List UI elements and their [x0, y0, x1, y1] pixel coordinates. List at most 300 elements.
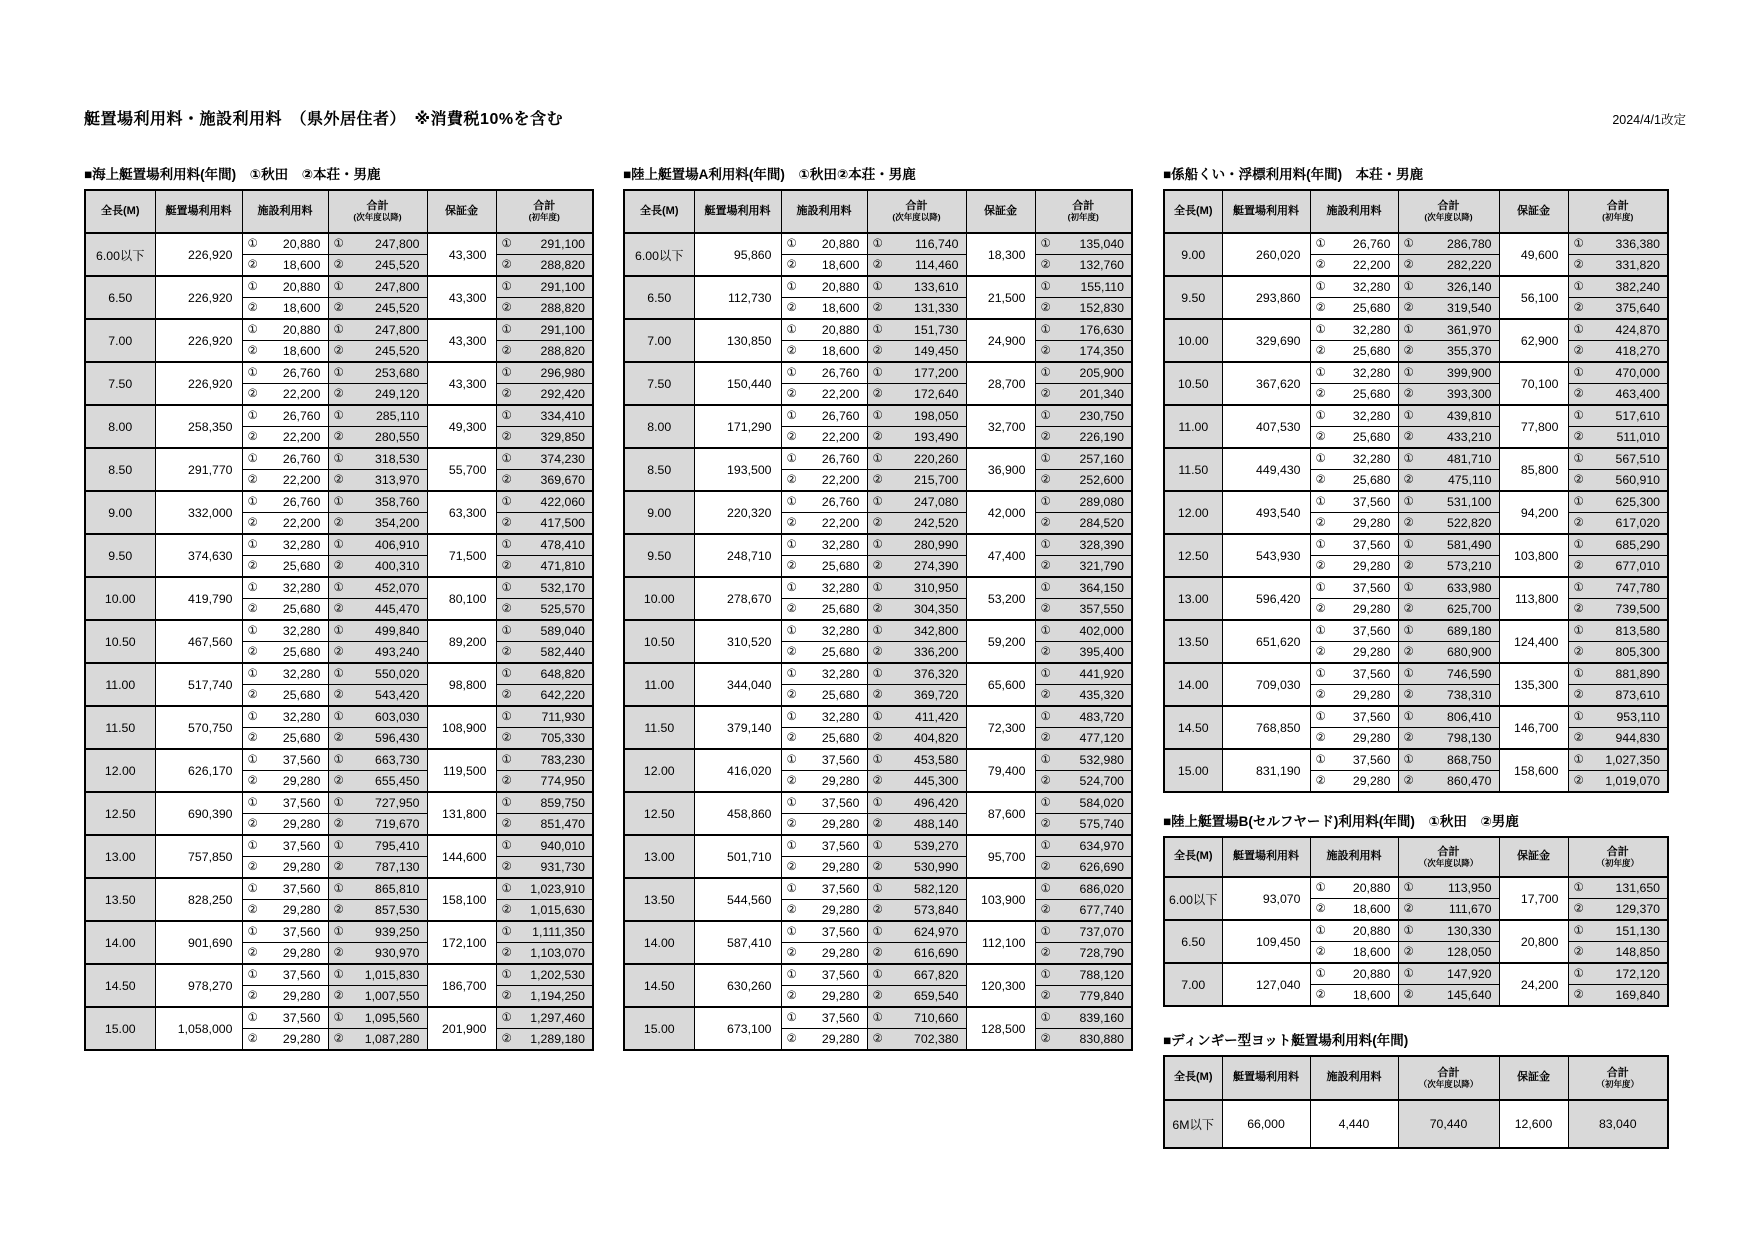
- facility-fee-cell-2: [1310, 556, 1398, 578]
- fee-value: 445,300: [914, 774, 959, 788]
- length-cell: 14.00: [85, 921, 155, 964]
- facility-fee-cell-2: [242, 298, 328, 320]
- rank-mark: ②: [1315, 345, 1326, 357]
- header-total-next-year: 合計 （次年度以降）: [1398, 837, 1499, 877]
- deposit-cell: 49,600: [1499, 233, 1568, 276]
- rank-mark: ②: [786, 818, 797, 830]
- fee-value: 29,280: [821, 989, 860, 1003]
- total-next-year-cell-1: [1398, 877, 1499, 899]
- fee-row: [1164, 663, 1668, 685]
- fee-value: 617,020: [1615, 516, 1660, 530]
- header-total-first-year: 合計 (初年度): [1568, 190, 1668, 233]
- fee-value: 32,280: [1352, 366, 1391, 380]
- total-next-year-cell-1: [1398, 491, 1499, 513]
- fee-value: 774,950: [540, 774, 585, 788]
- fee-value: 32,280: [282, 667, 321, 681]
- fee-value: 22,200: [282, 516, 321, 530]
- total-next-year-cell-1: [1398, 276, 1499, 298]
- facility-fee-cell-1: [242, 276, 328, 298]
- total-first-year-cell-2: [1568, 255, 1668, 277]
- rank-mark: ②: [872, 775, 883, 787]
- fee-value: 152,830: [1079, 301, 1124, 315]
- fee-value: 860,470: [1447, 774, 1492, 788]
- deposit-cell: 113,800: [1499, 577, 1568, 620]
- fee-value: 25,680: [282, 602, 321, 616]
- fee-value: 249,120: [375, 387, 420, 401]
- fee-value: 625,300: [1615, 495, 1660, 509]
- header-berth-fee: 艇置場利用料: [1222, 1056, 1310, 1100]
- rank-mark: ①: [501, 1012, 512, 1024]
- rank-mark: ①: [501, 496, 512, 508]
- total-next-year-cell-2: [867, 599, 966, 621]
- rank-mark: ①: [872, 711, 883, 723]
- rank-mark: ②: [501, 603, 512, 615]
- rank-mark: ②: [1573, 560, 1584, 572]
- facility-fee-cell-2: [1310, 513, 1398, 535]
- total-next-year-cell-2: [1398, 728, 1499, 750]
- fee-value: 659,540: [914, 989, 959, 1003]
- rank-mark: ①: [1403, 625, 1414, 637]
- fee-value: 174,350: [1079, 344, 1124, 358]
- total-first-year-cell-2: [1568, 899, 1668, 921]
- fee-value: 20,880: [282, 237, 321, 251]
- fee-value: 18,600: [282, 301, 321, 315]
- total-next-year-cell-1: [867, 405, 966, 427]
- header-deposit: 保証金: [1499, 190, 1568, 233]
- fee-value: 603,030: [375, 710, 420, 724]
- facility-fee-cell-1: [781, 233, 867, 255]
- rank-mark: ①: [1573, 410, 1584, 422]
- length-cell: 12.00: [624, 749, 694, 792]
- fee-value: 463,400: [1615, 387, 1660, 401]
- berth-fee-cell: 248,710: [694, 534, 781, 577]
- rank-mark: ①: [872, 238, 883, 250]
- fee-value: 313,970: [375, 473, 420, 487]
- rank-mark: ①: [1573, 582, 1584, 594]
- berth-fee-cell: 768,850: [1222, 706, 1310, 749]
- length-cell: 12.50: [1164, 534, 1222, 577]
- facility-fee-cell-2: [1310, 899, 1398, 921]
- total-first-year-cell-2: [1568, 642, 1668, 664]
- length-cell: 10.00: [85, 577, 155, 620]
- fee-row: [624, 835, 1132, 857]
- fee-row: [624, 319, 1132, 341]
- rank-mark: ②: [872, 259, 883, 271]
- fee-value: 634,970: [1079, 839, 1124, 853]
- berth-fee-cell: 260,020: [1222, 233, 1310, 276]
- rank-mark: ②: [247, 388, 258, 400]
- fee-row: [624, 749, 1132, 771]
- facility-fee-cell-1: [242, 663, 328, 685]
- total-next-year-cell-1: [1398, 749, 1499, 771]
- rank-mark: ①: [1403, 754, 1414, 766]
- rank-mark: ①: [1573, 668, 1584, 680]
- rank-mark: ①: [333, 367, 344, 379]
- fee-value: 374,230: [540, 452, 585, 466]
- rank-mark: ①: [1315, 281, 1326, 293]
- fee-row: [1164, 620, 1668, 642]
- fee-value: 357,550: [1079, 602, 1124, 616]
- fee-value: 331,820: [1615, 258, 1660, 272]
- deposit-cell: 80,100: [427, 577, 496, 620]
- fee-value: 319,540: [1447, 301, 1492, 315]
- rank-mark: ①: [1040, 754, 1051, 766]
- deposit-cell: 70,100: [1499, 362, 1568, 405]
- facility-fee-cell-1: [1310, 491, 1398, 513]
- facility-fee-cell-1: [781, 835, 867, 857]
- total-first-year-cell-2: [496, 427, 593, 449]
- rank-mark: ①: [1573, 324, 1584, 336]
- rank-mark: ②: [1040, 775, 1051, 787]
- berth-fee-cell: 630,260: [694, 964, 781, 1007]
- facility-fee-cell-2: [781, 1029, 867, 1051]
- rank-mark: ②: [501, 646, 512, 658]
- total-next-year-cell-1: [1398, 620, 1499, 642]
- fee-value: 1,111,350: [532, 925, 585, 939]
- rank-mark: ②: [1573, 388, 1584, 400]
- total-first-year-cell-2: [1035, 470, 1132, 492]
- fee-value: 435,320: [1079, 688, 1124, 702]
- total-first-year-cell-2: [1568, 427, 1668, 449]
- total-next-year-cell-2: [1398, 685, 1499, 707]
- fee-value: 131,330: [914, 301, 959, 315]
- deposit-cell: 59,200: [966, 620, 1035, 663]
- facility-fee-cell-2: [1310, 985, 1398, 1007]
- total-first-year-cell-2: [496, 341, 593, 363]
- facility-fee-cell-2: [242, 814, 328, 836]
- fee-value: 291,100: [540, 237, 585, 251]
- fee-value: 560,910: [1615, 473, 1660, 487]
- sea-berth-caption: ■海上艇置場利用料(年間) ①秋田 ②本荘・男鹿: [84, 167, 381, 182]
- fee-value: 132,760: [1079, 258, 1124, 272]
- fee-value: 147,920: [1447, 967, 1492, 981]
- total-first-year-cell-2: [496, 599, 593, 621]
- rank-mark: ①: [1040, 281, 1051, 293]
- total-first-year-cell-2: [1035, 986, 1132, 1008]
- fee-value: 37,560: [1352, 667, 1391, 681]
- total-first-year-cell-1: [1035, 663, 1132, 685]
- fee-value: 20,880: [282, 280, 321, 294]
- total-next-year-cell-2: [867, 857, 966, 879]
- fee-value: 201,340: [1079, 387, 1124, 401]
- facility-fee-cell-1: [242, 405, 328, 427]
- header-facility-fee: 施設利用料: [242, 190, 328, 233]
- fee-value: 37,560: [1352, 710, 1391, 724]
- fee-value: 581,490: [1447, 538, 1492, 552]
- rank-mark: ①: [786, 582, 797, 594]
- rank-mark: ②: [1573, 517, 1584, 529]
- berth-fee-cell: 193,500: [694, 448, 781, 491]
- fee-value: 364,150: [1079, 581, 1124, 595]
- total-first-year-cell-2: [1035, 556, 1132, 578]
- fee-value: 29,280: [821, 903, 860, 917]
- berth-fee-cell: 258,350: [155, 405, 242, 448]
- fee-value: 1,019,070: [1605, 774, 1660, 788]
- fee-value: 441,920: [1079, 667, 1124, 681]
- total-next-year-cell-1: [867, 233, 966, 255]
- rank-mark: ②: [1403, 259, 1414, 271]
- fee-value: 289,080: [1079, 495, 1124, 509]
- total-next-year-cell-1: [328, 448, 427, 470]
- total-next-year-cell-1: [1398, 448, 1499, 470]
- deposit-cell: 62,900: [1499, 319, 1568, 362]
- fee-value: 567,510: [1615, 452, 1660, 466]
- fee-row: [85, 620, 593, 642]
- rank-mark: ②: [872, 689, 883, 701]
- fee-value: 280,990: [914, 538, 959, 552]
- fee-value: 26,760: [282, 452, 321, 466]
- fee-row: [85, 964, 593, 986]
- length-cell: 13.00: [624, 835, 694, 878]
- facility-fee-cell-2: [1310, 599, 1398, 621]
- total-first-year-cell-2: [496, 1029, 593, 1051]
- fee-value: 26,760: [821, 409, 860, 423]
- fee-value: 499,840: [375, 624, 420, 638]
- rank-mark: ①: [1040, 410, 1051, 422]
- total-first-year-cell-1: [496, 448, 593, 470]
- length-cell: 12.00: [85, 749, 155, 792]
- fee-value: 32,280: [821, 710, 860, 724]
- rank-mark: ②: [247, 689, 258, 701]
- berth-fee-cell: 374,630: [155, 534, 242, 577]
- length-cell: 14.00: [624, 921, 694, 964]
- fee-value: 22,200: [821, 473, 860, 487]
- total-first-year-cell-2: [1035, 341, 1132, 363]
- total-next-year-cell-1: [328, 706, 427, 728]
- total-next-year-cell-2: [867, 642, 966, 664]
- fee-value: 582,120: [914, 882, 959, 896]
- fee-value: 336,200: [914, 645, 959, 659]
- rank-mark: ②: [1403, 946, 1414, 958]
- rank-mark: ①: [1315, 539, 1326, 551]
- length-cell: 13.50: [1164, 620, 1222, 663]
- fee-row: [624, 362, 1132, 384]
- berth-fee-cell: 226,920: [155, 276, 242, 319]
- facility-fee-cell-2: [242, 642, 328, 664]
- facility-fee-cell-2: [242, 255, 328, 277]
- fee-value: 37,560: [1352, 495, 1391, 509]
- facility-fee-cell-2: [1310, 771, 1398, 793]
- land-a-caption: ■陸上艇置場A利用料(年間) ①秋田②本荘・男鹿: [623, 167, 916, 182]
- rank-mark: ①: [1315, 711, 1326, 723]
- total-next-year-cell-2: [328, 814, 427, 836]
- rank-mark: ①: [247, 668, 258, 680]
- deposit-cell: 201,900: [427, 1007, 496, 1050]
- fee-row: [624, 448, 1132, 470]
- total-first-year-cell-1: [1568, 233, 1668, 255]
- fee-value: 22,200: [821, 387, 860, 401]
- rank-mark: ②: [1573, 989, 1584, 1001]
- facility-fee-cell-1: [242, 491, 328, 513]
- fee-value: 445,470: [375, 602, 420, 616]
- fee-value: 29,280: [282, 817, 321, 831]
- berth-fee-cell: 449,430: [1222, 448, 1310, 491]
- rank-mark: ①: [501, 453, 512, 465]
- rank-mark: ②: [872, 947, 883, 959]
- rank-mark: ②: [333, 990, 344, 1002]
- fee-value: 422,060: [540, 495, 585, 509]
- fee-value: 318,530: [375, 452, 420, 466]
- fee-value: 29,280: [821, 774, 860, 788]
- deposit-cell: 94,200: [1499, 491, 1568, 534]
- fee-value: 285,110: [375, 409, 420, 423]
- total-first-year-cell-2: [1568, 513, 1668, 535]
- facility-fee-cell-1: [242, 1007, 328, 1029]
- fee-value: 32,280: [821, 624, 860, 638]
- rank-mark: ①: [872, 539, 883, 551]
- facility-fee-cell-2: [781, 384, 867, 406]
- fee-row: [85, 663, 593, 685]
- total-first-year-cell-1: [1035, 448, 1132, 470]
- deposit-cell: 32,700: [966, 405, 1035, 448]
- total-first-year-cell-1: [496, 405, 593, 427]
- fee-value: 29,280: [1352, 688, 1391, 702]
- facility-fee-cell-1: [781, 706, 867, 728]
- facility-fee-cell-1: [1310, 663, 1398, 685]
- berth-fee-cell: 291,770: [155, 448, 242, 491]
- fee-value: 26,760: [282, 409, 321, 423]
- deposit-cell: 87,600: [966, 792, 1035, 835]
- facility-fee-cell-2: [781, 427, 867, 449]
- total-next-year-cell-2: [1398, 470, 1499, 492]
- rank-mark: ①: [1315, 367, 1326, 379]
- rank-mark: ②: [1315, 388, 1326, 400]
- total-next-year-cell-1: [1398, 362, 1499, 384]
- facility-fee-cell-1: [242, 706, 328, 728]
- fee-value: 624,970: [914, 925, 959, 939]
- length-cell: 11.00: [624, 663, 694, 706]
- rank-mark: ②: [247, 302, 258, 314]
- fee-value: 22,200: [821, 430, 860, 444]
- fee-value: 18,600: [821, 258, 860, 272]
- rank-mark: ①: [333, 668, 344, 680]
- rank-mark: ②: [872, 861, 883, 873]
- length-cell: 10.00: [624, 577, 694, 620]
- rank-mark: ②: [1315, 474, 1326, 486]
- rank-mark: ①: [247, 324, 258, 336]
- rank-mark: ②: [1040, 1033, 1051, 1045]
- total-first-year-cell-1: [1568, 620, 1668, 642]
- rank-mark: ①: [501, 754, 512, 766]
- total-first-year-cell-1: [496, 276, 593, 298]
- length-cell: 13.50: [85, 878, 155, 921]
- total-next-year-cell-1: [867, 706, 966, 728]
- rank-mark: ②: [1040, 302, 1051, 314]
- rank-mark: ①: [786, 840, 797, 852]
- rank-mark: ①: [247, 969, 258, 981]
- facility-fee-cell-1: [781, 921, 867, 943]
- fee-value: 226,190: [1079, 430, 1124, 444]
- fee-row: [85, 1007, 593, 1029]
- total-first-year-cell-1: [1035, 276, 1132, 298]
- rank-mark: ②: [1403, 345, 1414, 357]
- facility-fee-cell-2: [242, 857, 328, 879]
- fee-value: 531,100: [1447, 495, 1492, 509]
- rank-mark: ①: [1315, 238, 1326, 250]
- total-first-year-cell-1: [1035, 835, 1132, 857]
- fee-value: 37,560: [821, 796, 860, 810]
- rank-mark: ②: [1315, 517, 1326, 529]
- berth-fee-cell: 596,420: [1222, 577, 1310, 620]
- length-cell: 8.00: [624, 405, 694, 448]
- fee-value: 25,680: [1352, 473, 1391, 487]
- rank-mark: ①: [786, 883, 797, 895]
- dinghy-caption: ■ディンギー型ヨット艇置場利用料(年間): [1163, 1033, 1409, 1048]
- facility-fee-cell-1: [781, 620, 867, 642]
- fee-value: 931,730: [540, 860, 585, 874]
- rank-mark: ①: [501, 324, 512, 336]
- length-cell: 6M以下: [1164, 1100, 1222, 1148]
- total-next-year-cell-1: [328, 1007, 427, 1029]
- fee-value: 37,560: [1352, 538, 1391, 552]
- rank-mark: ②: [786, 302, 797, 314]
- total-next-year-cell-1: [867, 534, 966, 556]
- rank-mark: ②: [501, 861, 512, 873]
- fee-value: 177,200: [914, 366, 959, 380]
- berth-fee-cell: 329,690: [1222, 319, 1310, 362]
- total-next-year-cell-1: [1398, 319, 1499, 341]
- rank-mark: ①: [1573, 711, 1584, 723]
- fee-value: 282,220: [1447, 258, 1492, 272]
- fee-value: 439,810: [1447, 409, 1492, 423]
- berth-fee-cell: 379,140: [694, 706, 781, 749]
- berth-fee-cell: 226,920: [155, 362, 242, 405]
- fee-value: 26,760: [821, 495, 860, 509]
- facility-fee-cell-2: [781, 986, 867, 1008]
- berth-fee-cell: 171,290: [694, 405, 781, 448]
- total-next-year-cell-2: [867, 943, 966, 965]
- fee-value: 868,750: [1447, 753, 1492, 767]
- rank-mark: ②: [872, 560, 883, 572]
- rank-mark: ①: [1573, 539, 1584, 551]
- rank-mark: ②: [501, 560, 512, 572]
- fee-value: 37,560: [1352, 624, 1391, 638]
- mooring-pile-buoy-fee-table: [1163, 189, 1669, 793]
- fee-value: 29,280: [1352, 516, 1391, 530]
- deposit-cell: 146,700: [1499, 706, 1568, 749]
- rank-mark: ①: [1040, 625, 1051, 637]
- facility-fee-cell-1: [1310, 534, 1398, 556]
- rank-mark: ②: [1040, 474, 1051, 486]
- total-first-year-cell-2: [1035, 771, 1132, 793]
- rank-mark: ②: [872, 818, 883, 830]
- fee-value: 37,560: [821, 1011, 860, 1025]
- rank-mark: ②: [786, 560, 797, 572]
- fee-value: 1,289,180: [530, 1032, 585, 1046]
- berth-fee-cell: 332,000: [155, 491, 242, 534]
- rank-mark: ①: [1040, 926, 1051, 938]
- rank-mark: ①: [786, 410, 797, 422]
- header-facility-fee: 施設利用料: [1310, 190, 1398, 233]
- fee-value: 29,280: [821, 1032, 860, 1046]
- rank-mark: ②: [1573, 431, 1584, 443]
- total-first-year-cell-1: [496, 362, 593, 384]
- rank-mark: ①: [786, 625, 797, 637]
- fee-value: 746,590: [1447, 667, 1492, 681]
- facility-fee-cell-1: [781, 448, 867, 470]
- rank-mark: ②: [1315, 302, 1326, 314]
- fee-value: 114,460: [914, 258, 959, 272]
- fee-value: 22,200: [282, 430, 321, 444]
- total-first-year-cell-1: [1035, 319, 1132, 341]
- rank-mark: ①: [786, 281, 797, 293]
- fee-value: 806,410: [1447, 710, 1492, 724]
- total-first-year-cell-1: [1568, 706, 1668, 728]
- fee-row: [85, 448, 593, 470]
- rank-mark: ②: [786, 904, 797, 916]
- fee-value: 616,690: [914, 946, 959, 960]
- fee-value: 288,820: [540, 258, 585, 272]
